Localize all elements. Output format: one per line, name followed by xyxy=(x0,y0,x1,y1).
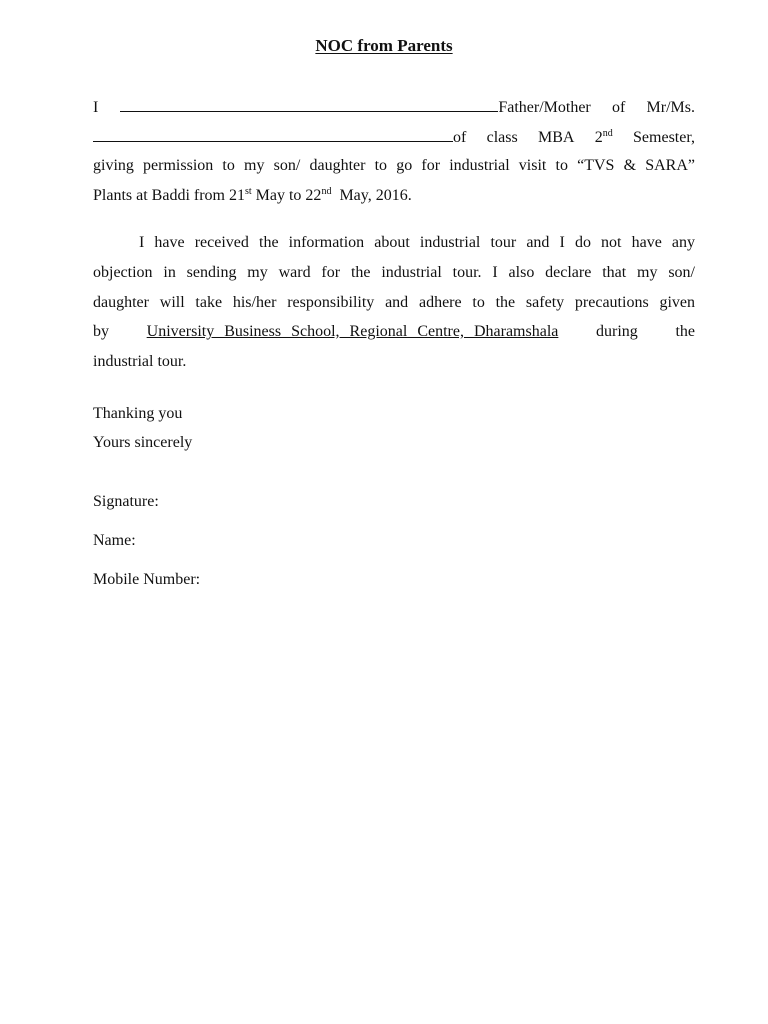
body-line-2: objection in sending my ward for the industrial tour. I also declare that my son/ xyxy=(93,264,695,281)
parent-name-blank xyxy=(120,96,498,112)
name-field-label: Name: xyxy=(93,532,136,549)
class-text: class xyxy=(486,129,518,146)
i-label: I xyxy=(93,99,99,116)
closing-yours: Yours sincerely xyxy=(93,434,193,451)
father-mother-text: Father/Mother xyxy=(498,99,591,116)
of-text: of xyxy=(611,99,626,116)
institution-name: University Business School, Regional Centre, Dharamshala xyxy=(146,323,559,340)
body-line-4: by University Business School, Regional Centre, Dharamshala during the xyxy=(93,323,696,340)
body-line-5: industrial tour. xyxy=(93,353,187,370)
declaration-line-2 xyxy=(93,126,695,146)
mr-ms-text: Mr/Ms. xyxy=(646,99,695,116)
mba-text: MBA xyxy=(538,129,575,146)
of-class-text: of xyxy=(453,129,467,146)
body-line-3: daughter will take his/her responsibility and adhere to the safety precautions given xyxy=(93,294,695,311)
declaration-line-3: giving permission to my son/ daughter to go for industrial visit to “TVS & SARA” xyxy=(93,157,695,174)
mobile-field-label: Mobile Number: xyxy=(93,571,201,588)
declaration-line-4: Plants at Baddi from 21st May to 22nd May, 2016. xyxy=(93,186,412,204)
declaration-line-1 xyxy=(93,96,695,116)
signature-field-label: Signature: xyxy=(93,493,159,510)
closing-thanking: Thanking you xyxy=(93,405,183,422)
semester-number: 2nd xyxy=(594,128,613,146)
ward-name-blank xyxy=(93,126,453,142)
page-title: NOC from Parents xyxy=(315,36,453,55)
semester-text: Semester, xyxy=(633,129,696,146)
body-line-1: I have received the information about industrial tour and I do not have any xyxy=(139,234,695,251)
